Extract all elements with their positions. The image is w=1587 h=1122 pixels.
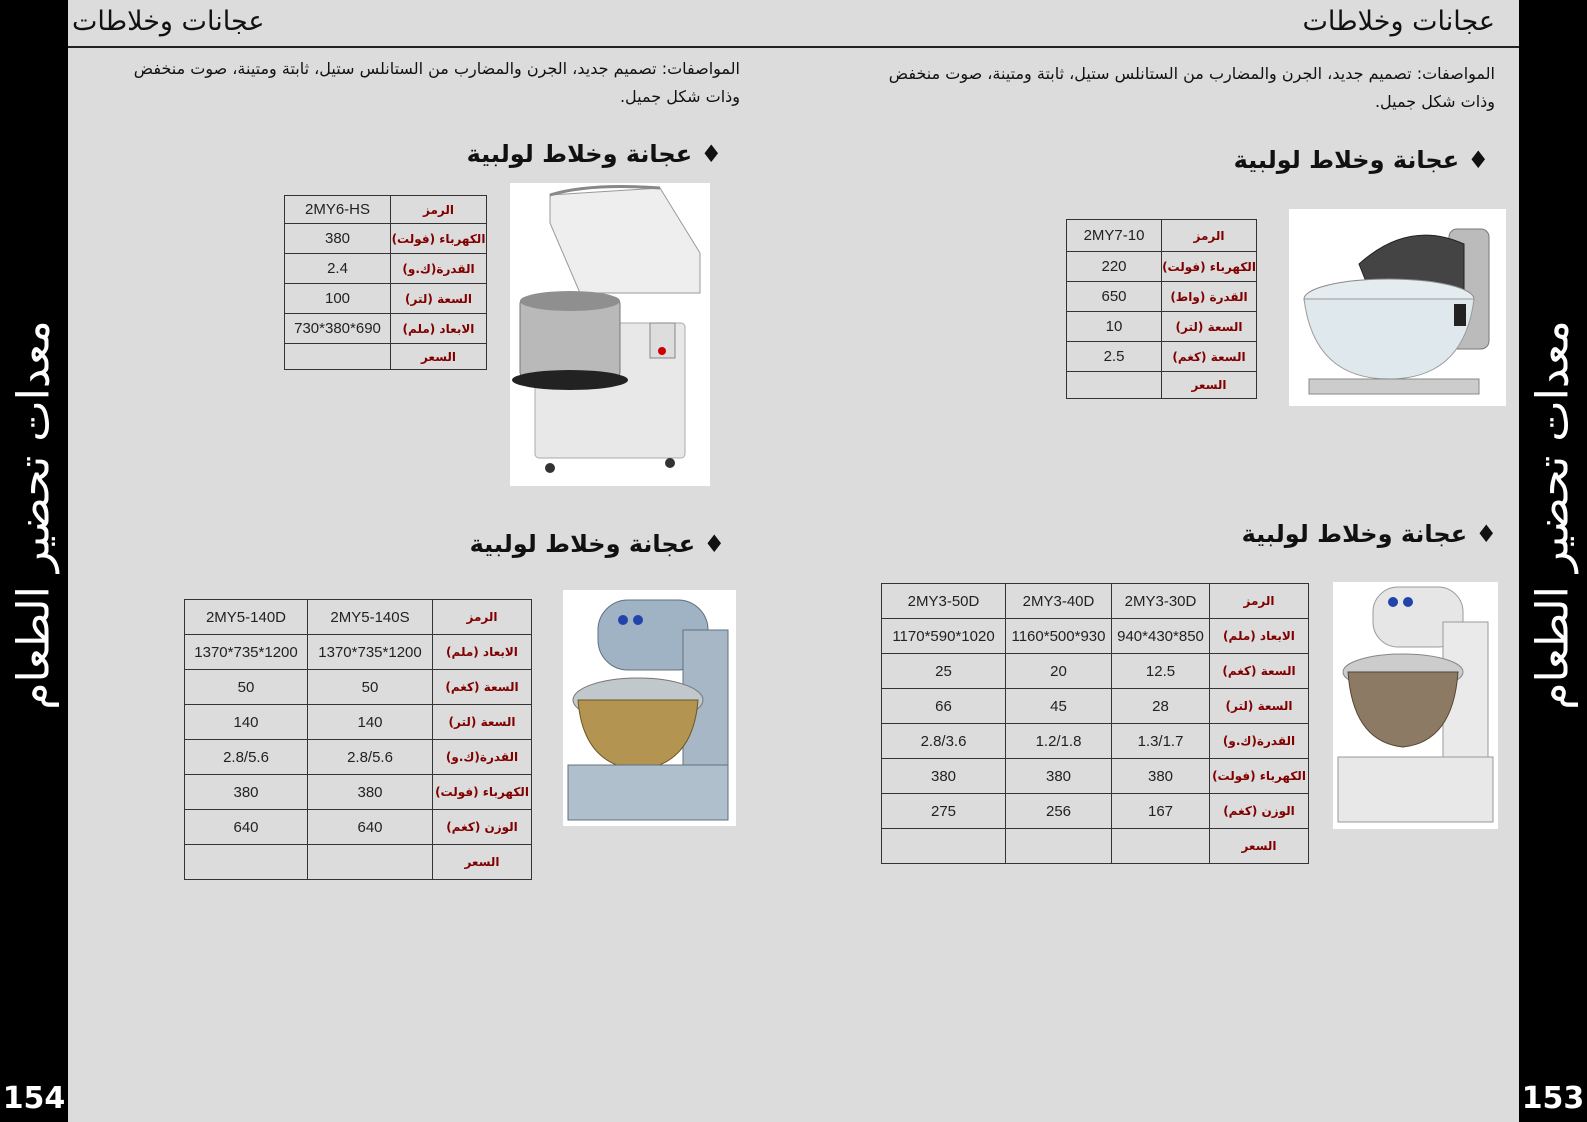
cell-value: 1020*590*1170: [882, 619, 1006, 654]
row-label: السعة (لتر): [1162, 312, 1257, 342]
row-label: القدرة (واط): [1162, 282, 1257, 312]
left-product-1-table: [284, 195, 487, 370]
row-label: السعر: [1210, 829, 1309, 864]
row-label: الابعاد (ملم): [433, 635, 532, 670]
right-page-header: عجانات وخلاطات: [1302, 6, 1495, 37]
cell-value: 380: [185, 775, 308, 810]
model-code: 2MY3-50D: [882, 584, 1006, 619]
cell-value: [1067, 372, 1162, 399]
cell-value: 850*430*940: [1112, 619, 1210, 654]
model-code: 2MY5-140S: [308, 600, 433, 635]
cell-value: 380: [1112, 759, 1210, 794]
bullet-icon: ♦: [703, 530, 725, 558]
cell-value: 66: [882, 689, 1006, 724]
row-label: الوزن (كغم): [1210, 794, 1309, 829]
right-spine: [1519, 0, 1587, 1122]
right-product-1-table: [1066, 219, 1257, 399]
cell-value: 20: [1006, 654, 1112, 689]
bullet-icon: ♦: [700, 140, 722, 168]
cell-value: 256: [1006, 794, 1112, 829]
row-label: القدرة(ك.و): [433, 740, 532, 775]
row-label: القدرة(ك.و): [1210, 724, 1309, 759]
left-page-header: عجانات وخلاطات: [72, 6, 265, 37]
cell-value: [882, 829, 1006, 864]
cell-value: 2.5: [1067, 342, 1162, 372]
cell-value: 380: [1006, 759, 1112, 794]
row-label: السعة (لتر): [433, 705, 532, 740]
cell-value: 275: [882, 794, 1006, 829]
row-label: الكهرباء (فولت): [433, 775, 532, 810]
row-label: الوزن (كغم): [433, 810, 532, 845]
right-product-2-image: [1333, 582, 1498, 829]
right-product-1-title: ♦ عجانة وخلاط لولبية: [1233, 146, 1489, 174]
header-label: الرمز: [1162, 220, 1257, 252]
cell-value: 2.8/5.6: [308, 740, 433, 775]
cell-value: 10: [1067, 312, 1162, 342]
row-label: السعر: [391, 344, 487, 370]
header-label: الرمز: [391, 196, 487, 224]
cell-value: 380: [882, 759, 1006, 794]
left-product-2-table: [184, 599, 532, 880]
model-code: 2MY3-30D: [1112, 584, 1210, 619]
model-code: 2MY6-HS: [285, 196, 391, 224]
row-label: السعة (لتر): [391, 284, 487, 314]
row-label: السعر: [433, 845, 532, 880]
right-spine-title: معدات تحضير الطعام: [1527, 320, 1579, 710]
cell-value: 45: [1006, 689, 1112, 724]
row-label: الابعاد (ملم): [1210, 619, 1309, 654]
row-label: السعة (كغم): [1210, 654, 1309, 689]
bullet-icon: ♦: [1467, 146, 1489, 174]
header-label: الرمز: [1210, 584, 1309, 619]
cell-value: 220: [1067, 252, 1162, 282]
cell-value: 28: [1112, 689, 1210, 724]
row-label: الكهرباء (فولت): [1162, 252, 1257, 282]
cell-value: 140: [308, 705, 433, 740]
left-product-2-title: ♦ عجانة وخلاط لولبية: [469, 530, 725, 558]
cell-value: 140: [185, 705, 308, 740]
left-spine: [0, 0, 68, 1122]
cell-value: 690*380*730: [285, 314, 391, 344]
model-code: 2MY3-40D: [1006, 584, 1112, 619]
row-label: السعة (كغم): [433, 670, 532, 705]
right-spec-text: المواصفات: تصميم جديد، الجرن والمضارب من الستانلس ستيل، ثابتة ومتينة، صوت منخفض وذات شكل جميل.: [888, 64, 1495, 111]
left-header-rule: [68, 46, 808, 48]
cell-value: 1200*735*1370: [308, 635, 433, 670]
cell-value: 650: [1067, 282, 1162, 312]
cell-value: 1200*735*1370: [185, 635, 308, 670]
left-product-1-image: [510, 183, 710, 486]
row-label: السعة (كغم): [1162, 342, 1257, 372]
model-code: 2MY5-140D: [185, 600, 308, 635]
cell-value: 100: [285, 284, 391, 314]
cell-value: [308, 845, 433, 880]
right-page-number: 153: [1521, 1081, 1585, 1116]
cell-value: 167: [1112, 794, 1210, 829]
bullet-icon: ♦: [1475, 520, 1497, 548]
cell-value: 50: [185, 670, 308, 705]
left-spine-title: معدات تحضير الطعام: [8, 320, 60, 710]
cell-value: 380: [285, 224, 391, 254]
cell-value: 12.5: [1112, 654, 1210, 689]
right-product-2-table: [881, 583, 1309, 864]
cell-value: [285, 344, 391, 370]
header-label: الرمز: [433, 600, 532, 635]
cell-value: [1112, 829, 1210, 864]
left-page-number: 154: [2, 1081, 66, 1116]
cell-value: 2.4: [285, 254, 391, 284]
row-label: الكهرباء (فولت): [1210, 759, 1309, 794]
cell-value: 1.2/1.8: [1006, 724, 1112, 759]
right-product-2-title: ♦ عجانة وخلاط لولبية: [1241, 520, 1497, 548]
left-product-2-image: [563, 590, 736, 826]
cell-value: 640: [308, 810, 433, 845]
cell-value: 930*500*1160: [1006, 619, 1112, 654]
cell-value: 2.8/5.6: [185, 740, 308, 775]
row-label: الكهرباء (فولت): [391, 224, 487, 254]
row-label: السعة (لتر): [1210, 689, 1309, 724]
cell-value: [1006, 829, 1112, 864]
cell-value: 640: [185, 810, 308, 845]
cell-value: 50: [308, 670, 433, 705]
right-product-1-image: [1289, 209, 1506, 406]
cell-value: 2.8/3.6: [882, 724, 1006, 759]
left-spec-text: المواصفات: تصميم جديد، الجرن والمضارب من الستانلس ستيل، ثابتة ومتينة، صوت منخفض وذات شكل جميل.: [133, 59, 740, 106]
cell-value: 25: [882, 654, 1006, 689]
left-product-1-title: ♦ عجانة وخلاط لولبية: [466, 140, 722, 168]
cell-value: 1.3/1.7: [1112, 724, 1210, 759]
right-header-rule: [808, 46, 1519, 48]
row-label: القدرة(ك.و): [391, 254, 487, 284]
row-label: السعر: [1162, 372, 1257, 399]
cell-value: [185, 845, 308, 880]
row-label: الابعاد (ملم): [391, 314, 487, 344]
model-code: 2MY7-10: [1067, 220, 1162, 252]
cell-value: 380: [308, 775, 433, 810]
